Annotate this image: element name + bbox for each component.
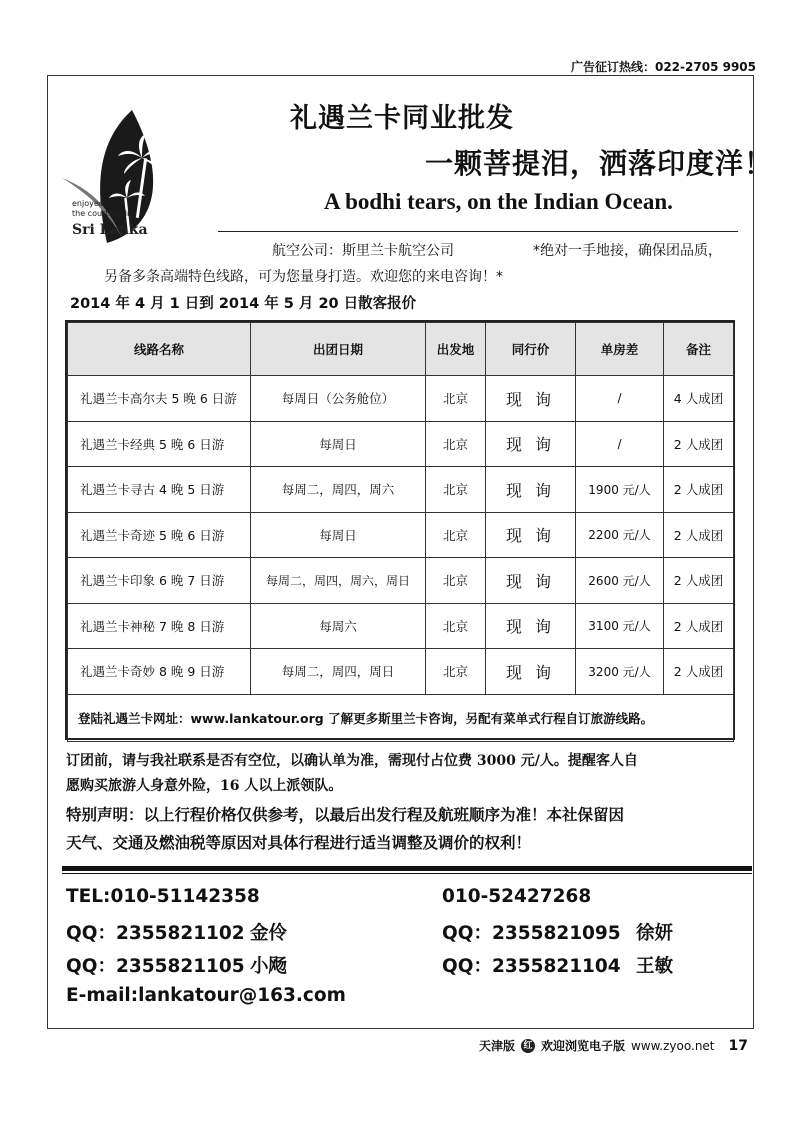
logo-line2: the courtesy in [72,209,133,218]
trade-price: 现 询 [486,421,576,467]
group-note: 2 人成团 [664,421,734,467]
quality-promise: *绝对一手地接，确保团品质， [533,243,722,259]
logo-brand: Sri Lanka [72,222,148,238]
origin-city: 北京 [426,376,486,422]
footer-divider [47,1028,754,1029]
qq-contact-4: 王敏 [636,956,674,977]
col-origin: 出发地 [426,323,486,376]
tel-secondary: 010-52427268 [442,886,592,907]
trade-price: 现 询 [486,376,576,422]
single-supplement: 3200 元/人 [576,649,664,695]
brand-badge-icon: 红 [521,1039,535,1053]
group-note: 4 人成团 [664,376,734,422]
contact-divider-thick [62,866,752,871]
table-row [68,467,734,513]
route-name: 礼遇兰卡经典 5 晚 6 日游 [68,421,251,467]
table-row [68,603,734,649]
group-note: 2 人成团 [664,558,734,604]
trade-price: 现 询 [486,603,576,649]
trade-price: 现 询 [486,512,576,558]
col-note: 备注 [664,323,734,376]
departure-dates: 每周二，周四，周六，周日 [251,558,426,604]
page-footer [479,1037,748,1054]
route-name: 礼遇兰卡奇迹 5 晚 6 日游 [68,512,251,558]
trade-price: 现 询 [486,558,576,604]
table-row [68,376,734,422]
ad-slogan-cn: 一颗菩提泪，洒落印度洋！ [425,147,774,180]
trade-price: 现 询 [486,467,576,513]
col-single: 单房差 [576,323,664,376]
header-divider [218,231,738,232]
qq-contact-2: 徐妍 [636,923,674,944]
table-header-row [68,323,734,376]
qq-number-1: QQ：2355821102 [66,923,245,944]
email-address: E-mail:lankatour@163.com [66,985,346,1006]
disclaimer-line2: 天气、交通及燃油税等原因对具体行程进行适当调整及调价的权利！ [66,833,532,852]
booking-notice-line1: 订团前，请与我社联系是否有空位，以确认单为准，需现付占位费 3000 元/人。提醒客人自 [66,753,638,769]
qq-number-3: QQ：2355821105 [66,956,245,977]
origin-city: 北京 [426,649,486,695]
site-link[interactable]: www.zyoo.net [630,1038,715,1053]
origin-city: 北京 [426,512,486,558]
booking-notice-line2: 愿购买旅游人身意外险，16 人以上派领队。 [66,778,343,794]
extra-routes-info: 另备多条高端特色线路，可为您量身打造。欢迎您的来电咨询！* [104,269,503,285]
table-row [68,421,734,467]
col-dates: 出团日期 [251,323,426,376]
departure-dates: 每周二，周四，周六 [251,467,426,513]
origin-city: 北京 [426,421,486,467]
tel-primary: TEL:010-51142358 [66,886,260,907]
departure-dates: 每周日（公务舱位） [251,376,426,422]
disclaimer-line1: 特别声明：以上行程价格仅供参考，以最后出发行程及航班顺序为准！本社保留因 [66,805,625,824]
route-name: 礼遇兰卡高尔夫 5 晚 6 日游 [68,376,251,422]
departure-dates: 每周六 [251,603,426,649]
page-number: 17 [728,1037,748,1054]
group-note: 2 人成团 [664,649,734,695]
table-row [68,649,734,695]
departure-dates: 每周日 [251,512,426,558]
single-supplement: 2600 元/人 [576,558,664,604]
group-note: 2 人成团 [664,467,734,513]
qq-contact-3: 小飏 [250,956,288,977]
col-route: 线路名称 [68,323,251,376]
table-row [68,512,734,558]
col-price: 同行价 [486,323,576,376]
departure-dates: 每周二，周四，周日 [251,649,426,695]
price-period: 2014 年 4 月 1 日到 2014 年 5 月 20 日散客报价 [70,296,417,312]
trade-price: 现 询 [486,649,576,695]
logo-line1: enjoyed [72,199,104,208]
origin-city: 北京 [426,467,486,513]
welcome-text: 欢迎浏览电子版 [540,1039,625,1053]
price-table [65,320,735,740]
single-supplement: 3100 元/人 [576,603,664,649]
single-supplement: / [576,376,664,422]
origin-city: 北京 [426,558,486,604]
single-supplement: 1900 元/人 [576,467,664,513]
route-name: 礼遇兰卡寻古 4 晚 5 日游 [68,467,251,513]
contact-divider-thin [62,873,752,874]
table-row [68,558,734,604]
departure-dates: 每周日 [251,421,426,467]
qq-contact-1: 金伶 [250,923,288,944]
qq-number-4: QQ：2355821104 [442,956,621,977]
ad-hotline: 广告征订热线：022-2705 9905 [570,60,756,74]
ad-title: 礼遇兰卡同业批发 [290,103,514,134]
single-supplement: / [576,421,664,467]
origin-city: 北京 [426,603,486,649]
ad-slogan-en: A bodhi tears, on the Indian Ocean. [324,189,673,214]
group-note: 2 人成团 [664,512,734,558]
route-name: 礼遇兰卡奇妙 8 晚 9 日游 [68,649,251,695]
route-name: 礼遇兰卡神秘 7 晚 8 日游 [68,603,251,649]
edition-label: 天津版 [478,1039,515,1053]
website-note: 登陆礼遇兰卡网址：www.lankatour.org 了解更多斯里兰卡咨询，另配有菜单式行程自订旅游线路。 [68,694,734,741]
airline-info: 航空公司：斯里兰卡航空公司 [272,243,454,259]
group-note: 2 人成团 [664,603,734,649]
qq-number-2: QQ：2355821095 [442,923,621,944]
sri-lanka-logo [62,108,170,248]
route-name: 礼遇兰卡印象 6 晚 7 日游 [68,558,251,604]
single-supplement: 2200 元/人 [576,512,664,558]
table-footnote-row [68,694,734,741]
